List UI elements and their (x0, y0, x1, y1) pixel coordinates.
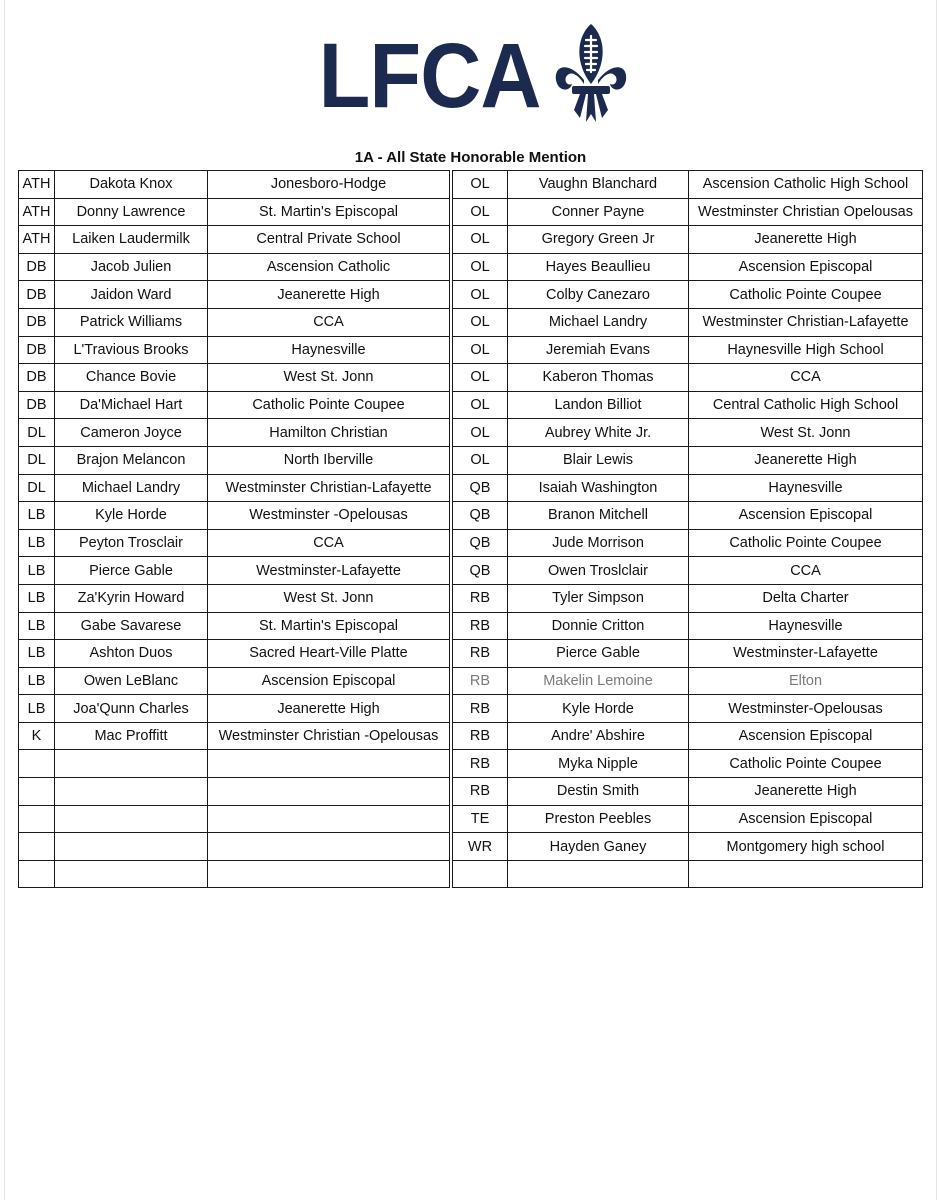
left-school-cell: Jeanerette High (208, 695, 450, 723)
right-school-cell (689, 860, 923, 888)
left-position-cell (19, 778, 55, 806)
right-school-cell: Ascension Episcopal (689, 805, 923, 833)
right-school-cell: CCA (689, 364, 923, 392)
left-position-cell: DL (19, 474, 55, 502)
left-school-cell (208, 860, 450, 888)
left-player-name-cell: Joa'Qunn Charles (55, 695, 208, 723)
left-position-cell: LB (19, 502, 55, 530)
table-row (19, 860, 923, 888)
left-position-cell: LB (19, 695, 55, 723)
right-player-name-cell: Vaughn Blanchard (508, 171, 689, 199)
right-school-cell: Haynesville (689, 612, 923, 640)
left-school-cell (208, 833, 450, 861)
left-position-cell (19, 833, 55, 861)
left-player-name-cell: Owen LeBlanc (55, 667, 208, 695)
left-player-name-cell (55, 778, 208, 806)
right-school-cell: Ascension Episcopal (689, 253, 923, 281)
left-school-cell (208, 750, 450, 778)
right-school-cell: West St. Jonn (689, 419, 923, 447)
table-row (19, 253, 923, 281)
right-position-cell: WR (453, 833, 508, 861)
right-player-name-cell: Donnie Critton (508, 612, 689, 640)
right-player-name-cell: Aubrey White Jr. (508, 419, 689, 447)
page-title: 1A - All State Honorable Mention (354, 149, 587, 166)
right-position-cell: OL (453, 336, 508, 364)
left-player-name-cell: Laiken Laudermilk (55, 226, 208, 254)
left-school-cell: Westminster Christian-Lafayette (208, 474, 450, 502)
table-row (19, 364, 923, 392)
lfca-logo (0, 22, 941, 130)
left-player-name-cell: Donny Lawrence (55, 198, 208, 226)
right-player-name-cell: Makelin Lemoine (508, 667, 689, 695)
right-position-cell: QB (453, 474, 508, 502)
left-player-name-cell (55, 860, 208, 888)
left-player-name-cell (55, 805, 208, 833)
right-position-cell: OL (453, 391, 508, 419)
left-school-cell: Westminster Christian -Opelousas (208, 722, 450, 750)
right-position-cell: OL (453, 419, 508, 447)
left-player-name-cell: Michael Landry (55, 474, 208, 502)
left-school-cell: Ascension Episcopal (208, 667, 450, 695)
right-player-name-cell: Kaberon Thomas (508, 364, 689, 392)
logo-text: LFCA (318, 25, 541, 127)
right-school-cell: Westminster Christian Opelousas (689, 198, 923, 226)
right-player-name-cell: Myka Nipple (508, 750, 689, 778)
roster-table (18, 170, 923, 888)
right-position-cell (453, 860, 508, 888)
right-position-cell: RB (453, 667, 508, 695)
left-school-cell (208, 778, 450, 806)
right-player-name-cell: Colby Canezaro (508, 281, 689, 309)
right-position-cell: OL (453, 446, 508, 474)
right-school-cell: Ascension Episcopal (689, 722, 923, 750)
right-school-cell: Haynesville High School (689, 336, 923, 364)
right-player-name-cell: Michael Landry (508, 308, 689, 336)
left-position-cell: DB (19, 364, 55, 392)
right-position-cell: OL (453, 281, 508, 309)
left-school-cell: Jeanerette High (208, 281, 450, 309)
table-row (19, 722, 923, 750)
right-player-name-cell: Jeremiah Evans (508, 336, 689, 364)
left-player-name-cell: Patrick Williams (55, 308, 208, 336)
right-player-name-cell: Landon Billiot (508, 391, 689, 419)
table-row (19, 198, 923, 226)
left-player-name-cell: Jaidon Ward (55, 281, 208, 309)
left-school-cell: CCA (208, 308, 450, 336)
table-row (19, 336, 923, 364)
right-school-cell: Central Catholic High School (689, 391, 923, 419)
left-school-cell: St. Martin's Episcopal (208, 198, 450, 226)
left-player-name-cell: Peyton Trosclair (55, 529, 208, 557)
left-player-name-cell: Mac Proffitt (55, 722, 208, 750)
left-position-cell: DL (19, 419, 55, 447)
left-player-name-cell: Pierce Gable (55, 557, 208, 585)
right-player-name-cell: Jude Morrison (508, 529, 689, 557)
left-position-cell: DB (19, 308, 55, 336)
left-school-cell: West St. Jonn (208, 584, 450, 612)
table-row (19, 281, 923, 309)
right-position-cell: OL (453, 308, 508, 336)
right-school-cell: Jeanerette High (689, 778, 923, 806)
left-position-cell: ATH (19, 226, 55, 254)
left-school-cell: North Iberville (208, 446, 450, 474)
right-position-cell: OL (453, 253, 508, 281)
left-position-cell: DB (19, 281, 55, 309)
table-row (19, 171, 923, 199)
right-position-cell: RB (453, 612, 508, 640)
table-row (19, 778, 923, 806)
left-player-name-cell (55, 833, 208, 861)
right-player-name-cell: Owen Troslclair (508, 557, 689, 585)
left-position-cell: LB (19, 667, 55, 695)
left-player-name-cell: Za'Kyrin Howard (55, 584, 208, 612)
left-position-cell: LB (19, 640, 55, 668)
page-edge-right (936, 0, 937, 1200)
table-row (19, 833, 923, 861)
left-school-cell: Westminster -Opelousas (208, 502, 450, 530)
table-row (19, 640, 923, 668)
right-player-name-cell: Conner Payne (508, 198, 689, 226)
left-school-cell: CCA (208, 529, 450, 557)
right-position-cell: QB (453, 529, 508, 557)
right-position-cell: RB (453, 722, 508, 750)
right-school-cell: Catholic Pointe Coupee (689, 750, 923, 778)
left-position-cell: LB (19, 529, 55, 557)
left-school-cell: Westminster-Lafayette (208, 557, 450, 585)
right-school-cell: Jeanerette High (689, 226, 923, 254)
right-player-name-cell: Blair Lewis (508, 446, 689, 474)
left-player-name-cell: Ashton Duos (55, 640, 208, 668)
right-school-cell: Delta Charter (689, 584, 923, 612)
right-player-name-cell: Branon Mitchell (508, 502, 689, 530)
right-position-cell: RB (453, 584, 508, 612)
left-position-cell: ATH (19, 171, 55, 199)
table-row (19, 474, 923, 502)
left-school-cell: St. Martin's Episcopal (208, 612, 450, 640)
table-row (19, 584, 923, 612)
roster-body (19, 171, 923, 888)
fleur-de-lis-football-icon (550, 22, 632, 126)
table-row (19, 750, 923, 778)
page-edge-left (4, 0, 5, 1200)
left-player-name-cell: Jacob Julien (55, 253, 208, 281)
left-school-cell: Haynesville (208, 336, 450, 364)
left-school-cell: Sacred Heart-Ville Platte (208, 640, 450, 668)
right-school-cell: Catholic Pointe Coupee (689, 529, 923, 557)
left-school-cell: West St. Jonn (208, 364, 450, 392)
left-position-cell: LB (19, 584, 55, 612)
right-position-cell: TE (453, 805, 508, 833)
right-position-cell: OL (453, 171, 508, 199)
left-position-cell: LB (19, 557, 55, 585)
left-school-cell: Central Private School (208, 226, 450, 254)
left-position-cell: DB (19, 336, 55, 364)
left-player-name-cell: Chance Bovie (55, 364, 208, 392)
right-school-cell: Haynesville (689, 474, 923, 502)
right-player-name-cell: Hayes Beaullieu (508, 253, 689, 281)
left-position-cell: ATH (19, 198, 55, 226)
right-school-cell: Westminster-Opelousas (689, 695, 923, 723)
right-player-name-cell: Destin Smith (508, 778, 689, 806)
right-player-name-cell: Pierce Gable (508, 640, 689, 668)
left-player-name-cell: L'Travious Brooks (55, 336, 208, 364)
table-row (19, 446, 923, 474)
right-school-cell: Ascension Episcopal (689, 502, 923, 530)
right-school-cell: Catholic Pointe Coupee (689, 281, 923, 309)
left-player-name-cell: Da'Michael Hart (55, 391, 208, 419)
right-school-cell: Montgomery high school (689, 833, 923, 861)
table-row (19, 805, 923, 833)
right-player-name-cell: Tyler Simpson (508, 584, 689, 612)
left-player-name-cell: Dakota Knox (55, 171, 208, 199)
right-school-cell: Westminster Christian-Lafayette (689, 308, 923, 336)
left-position-cell (19, 805, 55, 833)
left-position-cell (19, 860, 55, 888)
right-school-cell: CCA (689, 557, 923, 585)
table-row (19, 695, 923, 723)
table-row (19, 308, 923, 336)
table-row (19, 557, 923, 585)
left-player-name-cell: Kyle Horde (55, 502, 208, 530)
left-player-name-cell: Cameron Joyce (55, 419, 208, 447)
table-row (19, 612, 923, 640)
right-player-name-cell: Gregory Green Jr (508, 226, 689, 254)
right-school-cell: Elton (689, 667, 923, 695)
left-school-cell: Ascension Catholic (208, 253, 450, 281)
table-row (19, 529, 923, 557)
left-school-cell: Hamilton Christian (208, 419, 450, 447)
left-position-cell: DL (19, 446, 55, 474)
right-player-name-cell: Hayden Ganey (508, 833, 689, 861)
right-school-cell: Ascension Catholic High School (689, 171, 923, 199)
right-position-cell: OL (453, 198, 508, 226)
right-school-cell: Jeanerette High (689, 446, 923, 474)
left-position-cell: DB (19, 253, 55, 281)
right-player-name-cell: Kyle Horde (508, 695, 689, 723)
right-position-cell: OL (453, 364, 508, 392)
table-row (19, 419, 923, 447)
left-player-name-cell (55, 750, 208, 778)
right-player-name-cell: Isaiah Washington (508, 474, 689, 502)
right-player-name-cell: Preston Peebles (508, 805, 689, 833)
right-position-cell: QB (453, 557, 508, 585)
left-position-cell (19, 750, 55, 778)
table-row (19, 502, 923, 530)
right-position-cell: QB (453, 502, 508, 530)
left-position-cell: DB (19, 391, 55, 419)
right-player-name-cell (508, 860, 689, 888)
right-position-cell: OL (453, 226, 508, 254)
left-player-name-cell: Brajon Melancon (55, 446, 208, 474)
left-player-name-cell: Gabe Savarese (55, 612, 208, 640)
left-position-cell: LB (19, 612, 55, 640)
table-row (19, 391, 923, 419)
right-position-cell: RB (453, 640, 508, 668)
right-player-name-cell: Andre' Abshire (508, 722, 689, 750)
left-position-cell: K (19, 722, 55, 750)
left-school-cell: Catholic Pointe Coupee (208, 391, 450, 419)
left-school-cell: Jonesboro-Hodge (208, 171, 450, 199)
table-row (19, 226, 923, 254)
right-position-cell: RB (453, 695, 508, 723)
right-school-cell: Westminster-Lafayette (689, 640, 923, 668)
table-row (19, 667, 923, 695)
right-position-cell: RB (453, 750, 508, 778)
right-position-cell: RB (453, 778, 508, 806)
left-school-cell (208, 805, 450, 833)
